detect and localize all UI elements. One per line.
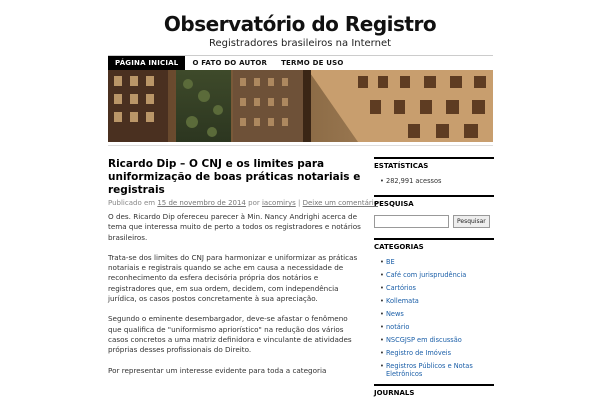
category-link[interactable]: Café com jurisprudência (386, 271, 467, 279)
category-item (380, 297, 494, 305)
category-item (380, 258, 494, 266)
post-paragraph: Segundo o eminente desembargador, deve-se afastar o fenômeno que qualifica de "uniformismo apriorístico" na redução dos vários casos concretos a uma matriz definidora e vinculante de atividades próprias desses profissionais do Direito. (108, 314, 352, 355)
post-author-link[interactable]: iacomirys (261, 199, 296, 207)
post-paragraph: O des. Ricardo Dip ofereceu parecer à Min. Nancy Andrighi acerca de tema que interessa muito de perto a todos os registradores e notários brasileiros. (108, 212, 361, 242)
category-link[interactable]: BE (386, 258, 395, 266)
category-link[interactable]: notário (386, 323, 410, 331)
meta-published-label: Publicado em (108, 199, 156, 207)
journals-widget-title: JOURNALS (374, 384, 494, 396)
category-link[interactable]: Kollemata (386, 297, 419, 305)
nav-item-home[interactable]: PÁGINA INICIAL (108, 56, 185, 70)
leave-comment-link[interactable]: Deixe um comentário (302, 199, 379, 207)
post-body (108, 212, 363, 386)
sidebar (374, 157, 494, 396)
post-title[interactable]: Ricardo Dip – O CNJ e os limites para uniformização de boas práticas notariais e registrais (108, 158, 361, 196)
category-item (380, 336, 494, 344)
post-date-link[interactable]: 15 de novembro de 2014 (157, 199, 246, 207)
nav-item-author[interactable]: O FATO DO AUTOR (192, 59, 268, 67)
category-item (380, 323, 494, 331)
search-button[interactable]: Pesquisar (453, 215, 490, 228)
category-item (380, 284, 494, 292)
meta-by-label: por (248, 199, 260, 207)
stats-list (374, 177, 494, 185)
category-link[interactable]: News (386, 310, 404, 318)
header-image (108, 70, 493, 142)
stats-item: • 282,991 acessos (380, 177, 494, 185)
main-nav (108, 56, 493, 70)
category-link[interactable]: Cartórios (386, 284, 416, 292)
site-description: Registradores brasileiros na Internet (208, 38, 392, 49)
post-paragraph: Trata-se dos limites do CNJ para harmonizar e uniformizar as práticas notariais e registrais quando se ache em causa a necessidade de reconhecimento da esfera decisória própria dos notários e registradores que, em sua ordem, decidem, com independência jurídica, os casos postos concretamente à sua apreciação. (108, 252, 358, 304)
category-item (380, 349, 494, 357)
stats-widget-title: ESTATÍSTICAS (374, 157, 494, 169)
categories-widget-title: CATEGORIAS (374, 238, 494, 250)
nav-item-terms[interactable]: TERMO DE USO (281, 59, 344, 67)
categories-list (374, 258, 494, 378)
category-item (380, 271, 494, 279)
post-meta (108, 199, 379, 207)
search-form (374, 215, 494, 228)
search-input[interactable] (374, 215, 449, 228)
category-item (380, 310, 494, 318)
search-widget-title: PESQUISA (374, 195, 494, 207)
site-title[interactable]: Observatório do Registro (163, 12, 437, 36)
post-paragraph: Por representar um interesse evidente para toda a categoria (108, 365, 327, 375)
header-building-photo (108, 70, 493, 142)
meta-separator: | (298, 199, 301, 207)
category-link[interactable]: NSCGJSP em discussão (386, 336, 462, 344)
category-link[interactable]: Registros Públicos e Notas Eletrônicos (386, 362, 473, 378)
category-item (380, 362, 494, 378)
category-link[interactable]: Registro de Imóveis (386, 349, 452, 357)
content-divider (108, 145, 493, 146)
